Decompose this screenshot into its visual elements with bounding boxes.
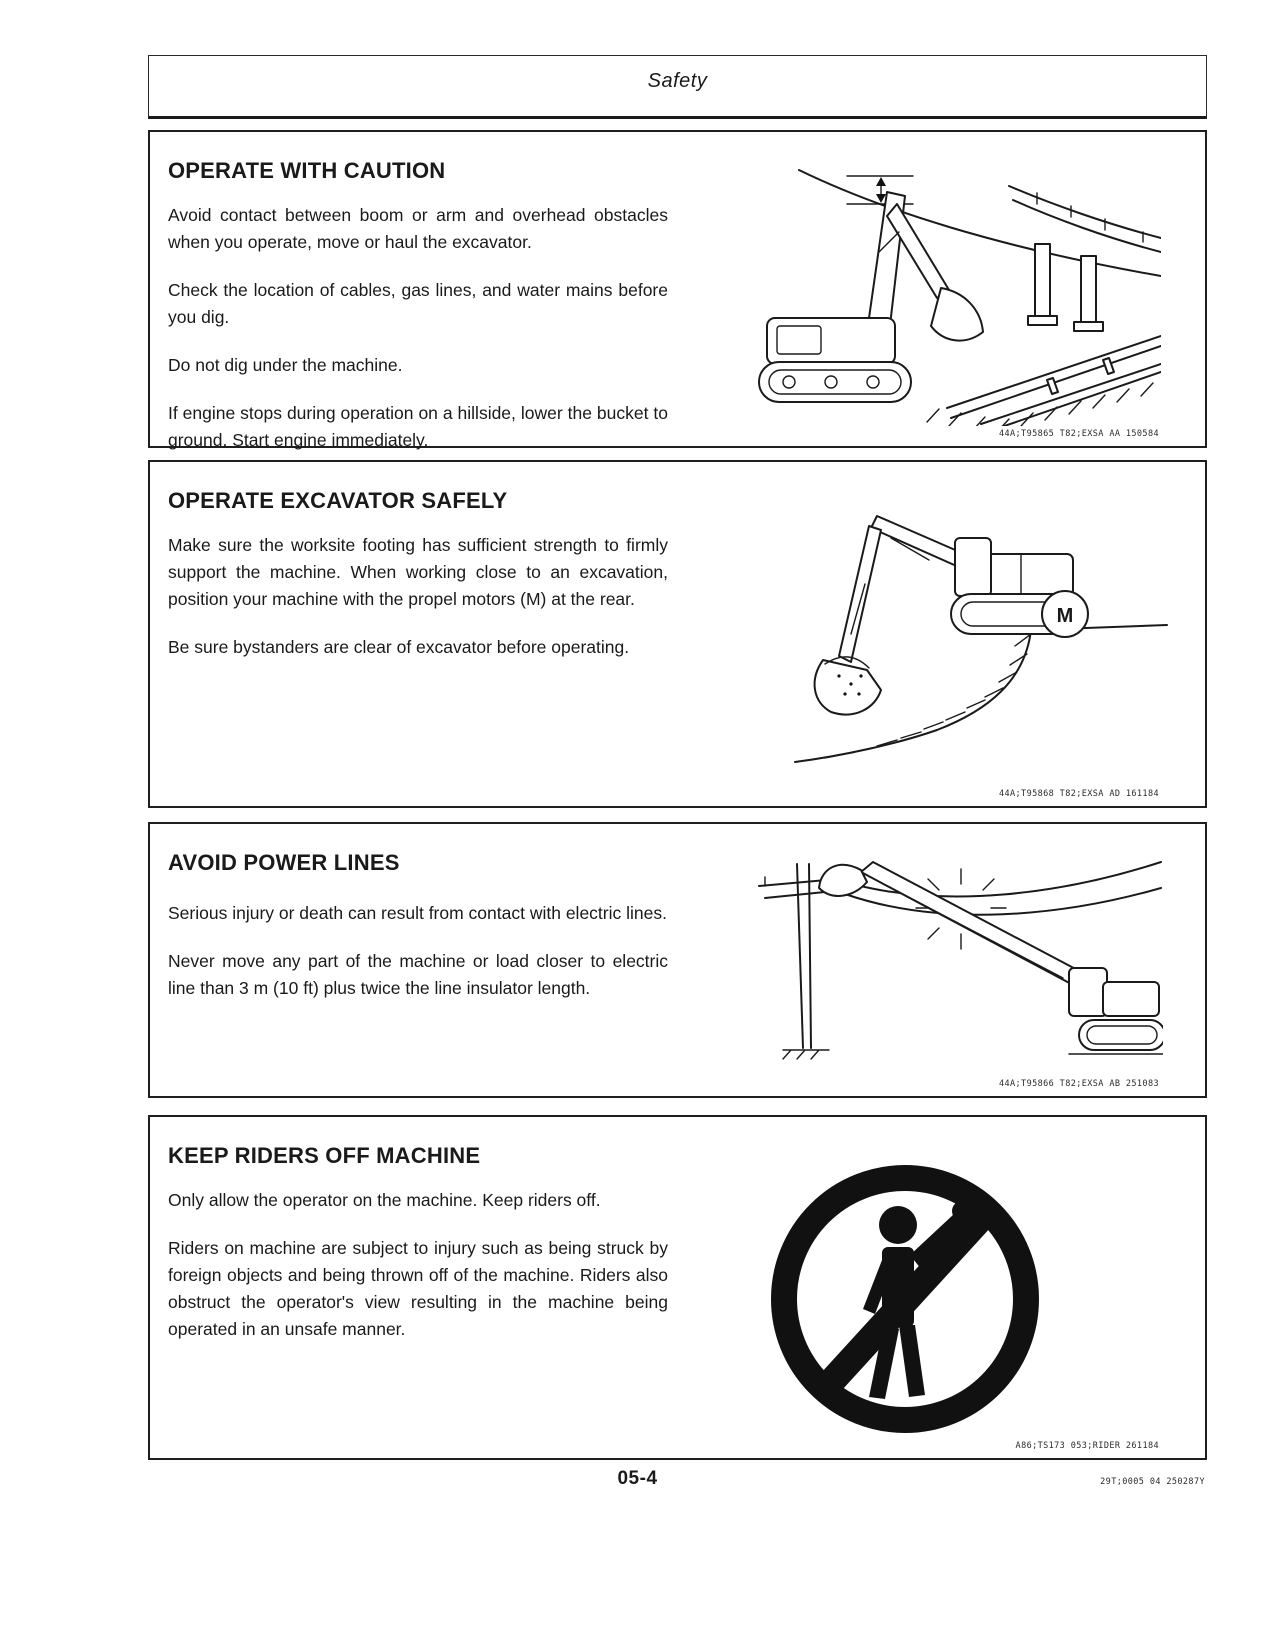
figure-caption: 44A;T95868 T82;EXSA AD 161184 [998, 789, 1159, 799]
paragraph: Check the location of cables, gas lines, and water mains before you dig. [168, 280, 668, 327]
section-body [168, 202, 668, 475]
section-title: AVOID POWER LINES [168, 850, 400, 875]
excavator-overhead-clearance-illustration [751, 164, 1161, 426]
propel-motor-label: M [1056, 605, 1074, 627]
section-title: OPERATE EXCAVATOR SAFELY [168, 488, 508, 513]
paragraph: Serious injury or death can result from contact with electric lines. [168, 903, 667, 923]
figure-caption: 44A;T95865 T82;EXSA AA 150584 [998, 429, 1159, 439]
page-header-box [148, 55, 1207, 119]
paragraph: Be sure bystanders are clear of excavator before operating. [168, 637, 630, 657]
section-body [168, 532, 668, 682]
figure-caption: 44A;T95866 T82;EXSA AB 251083 [998, 1079, 1159, 1089]
print-code: 29T;0005 04 250287Y [1100, 1477, 1205, 1487]
paragraph: Avoid contact between boom or arm and overhead obstacles when you operate, move or haul the excavator. [168, 205, 668, 252]
paragraph: Only allow the operator on the machine. Keep riders off. [168, 1190, 601, 1210]
section-avoid-power-lines [148, 822, 1207, 1098]
paragraph: If engine stops during operation on a hillside, lower the bucket to ground. Start engine immediately. [168, 403, 668, 450]
paragraph: Riders on machine are subject to injury such as being struck by foreign objects and being thrown off of the machine. Riders also obstruct the operator's view resulting in the machine being operated in an unsafe manner. [168, 1238, 668, 1339]
section-operate-with-caution [148, 130, 1207, 448]
paragraph: Never move any part of the machine or load closer to electric line than 3 m (10 ft) plus twice the line insulator length. [168, 951, 668, 998]
page-header-title: Safety [647, 70, 708, 92]
section-title: OPERATE WITH CAUTION [168, 158, 446, 183]
no-riders-prohibition-icon [765, 1159, 1045, 1439]
excavator-at-excavation-edge-illustration [779, 504, 1169, 774]
section-operate-excavator-safely [148, 460, 1207, 808]
excavator-contacting-power-line-illustration [743, 836, 1163, 1086]
figure-caption: A86;TS173 053;RIDER 261184 [1015, 1441, 1159, 1451]
section-body [168, 900, 668, 1023]
section-body [168, 1187, 668, 1364]
paragraph: Do not dig under the machine. [168, 355, 403, 375]
section-keep-riders-off-machine [148, 1115, 1207, 1460]
section-title: KEEP RIDERS OFF MACHINE [168, 1143, 481, 1168]
paragraph: Make sure the worksite footing has sufficient strength to firmly support the machine. When working close to an excavation, position your machine with the propel motors (M) at the rear. [168, 535, 668, 609]
page-number: 05-4 [617, 1468, 658, 1489]
